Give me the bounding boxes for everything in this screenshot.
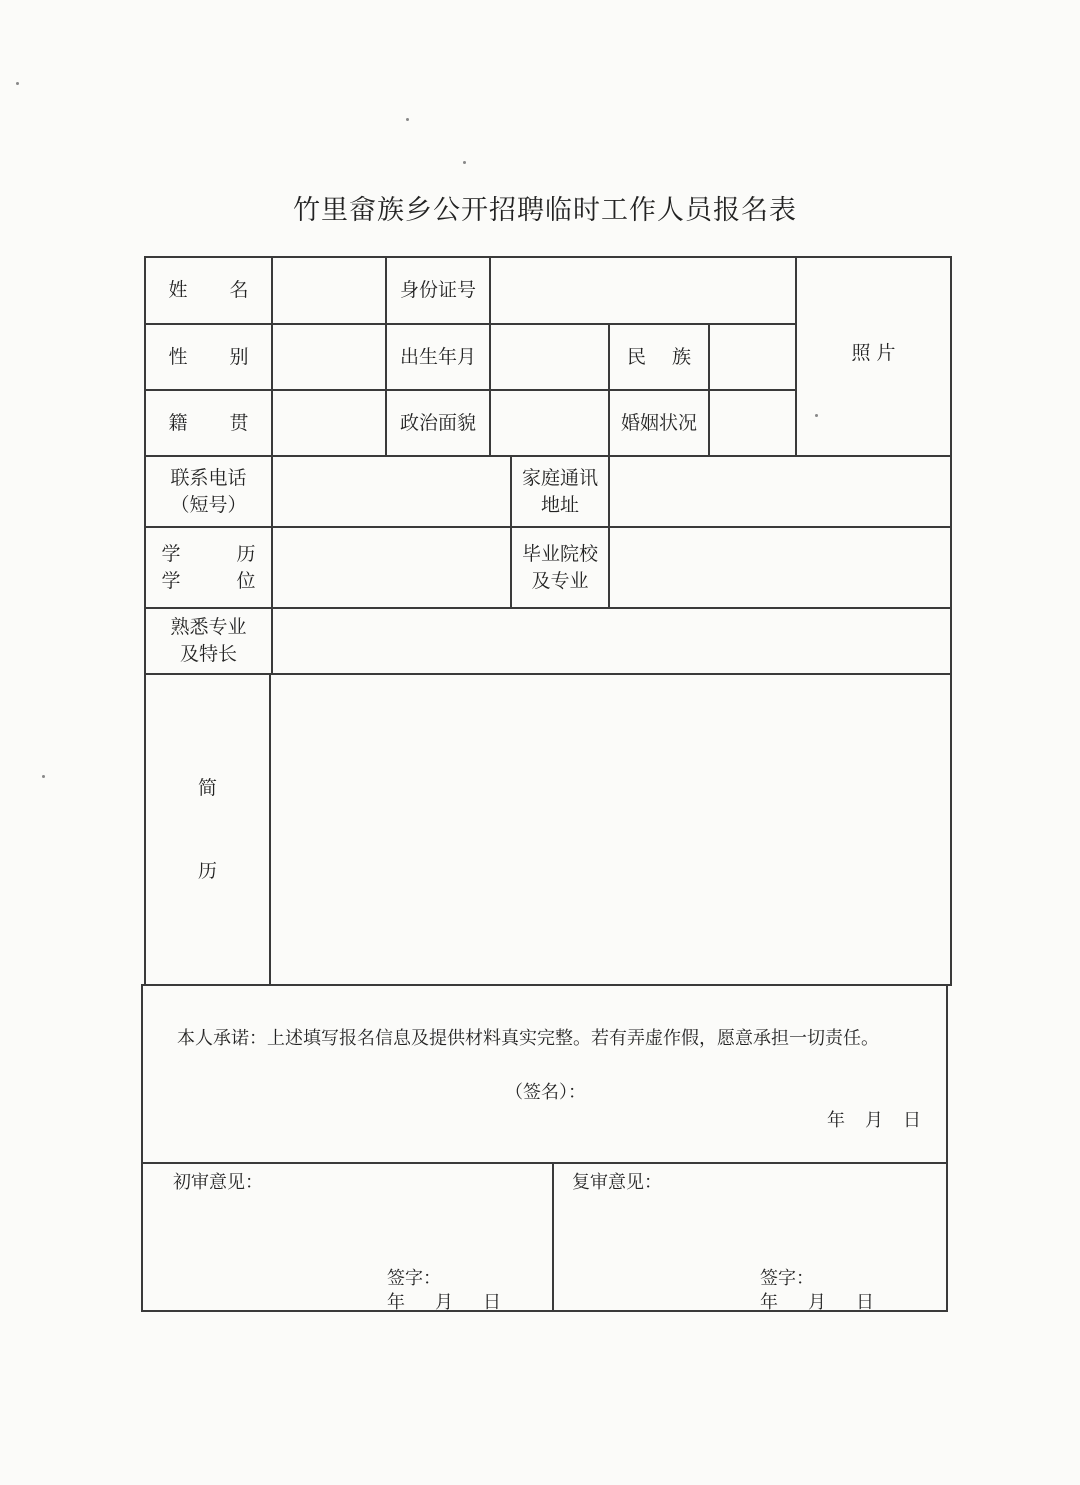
native-place-label-char: 籍 xyxy=(168,411,188,434)
initial-sign-label: 签字： xyxy=(387,1268,441,1289)
resume-label-char: 历 xyxy=(197,859,217,882)
year-label: 年 xyxy=(760,1292,778,1313)
political-label: 政治面貌 xyxy=(399,411,476,434)
address-field[interactable] xyxy=(610,457,950,526)
address-label-line: 家庭通讯 xyxy=(521,466,598,489)
resume-field[interactable] xyxy=(271,675,950,984)
scan-speck xyxy=(463,161,466,164)
phone-label-line: （短号） xyxy=(170,493,247,516)
native-place-field[interactable] xyxy=(273,391,385,455)
resume-label-char: 简 xyxy=(197,776,217,799)
birth-field[interactable] xyxy=(491,325,608,389)
scan-speck xyxy=(406,118,409,121)
signature-label: （签名）： xyxy=(505,1082,586,1103)
school-label-line: 及专业 xyxy=(531,569,589,592)
name-label xyxy=(146,258,271,323)
resume-label xyxy=(146,675,269,984)
school-label xyxy=(512,528,608,607)
final-review-section[interactable] xyxy=(554,1164,946,1313)
school-field[interactable] xyxy=(610,528,950,607)
name-label-char: 姓 xyxy=(168,279,188,301)
birth-label: 出生年月 xyxy=(399,345,476,368)
skills-field[interactable] xyxy=(273,609,950,673)
education-field[interactable] xyxy=(273,528,510,607)
phone-field[interactable] xyxy=(273,457,510,526)
commitment-statement: 本人承诺：上述填写报名信息及提供材料真实完整。若有弄虚作假，愿意承担一切责任。 xyxy=(177,1028,879,1049)
initial-date xyxy=(387,1288,501,1314)
gender-field[interactable] xyxy=(273,325,385,389)
degree-label-char: 位 xyxy=(236,569,256,592)
education-label-char: 历 xyxy=(236,542,256,565)
photo-label: 照 片 xyxy=(851,342,896,364)
address-label-line: 地址 xyxy=(540,493,579,516)
gender-label xyxy=(146,325,271,389)
phone-label xyxy=(146,457,271,526)
commitment-section xyxy=(143,986,948,1162)
year-label: 年 xyxy=(387,1292,405,1313)
scan-speck xyxy=(16,82,19,85)
final-sign-label: 签字： xyxy=(760,1268,814,1289)
skills-label xyxy=(146,609,271,673)
ethnicity-label-char: 民 xyxy=(627,345,647,368)
day-label: 日 xyxy=(903,1110,921,1131)
photo-box[interactable] xyxy=(797,258,950,455)
degree-label-char: 学 xyxy=(161,569,181,592)
ethnicity-field[interactable] xyxy=(710,325,795,389)
marital-label: 婚姻状况 xyxy=(620,411,697,434)
skills-label-line: 及特长 xyxy=(179,643,237,665)
month-label: 月 xyxy=(865,1110,883,1131)
id-number-label: 身份证号 xyxy=(399,279,476,301)
education-label-char: 学 xyxy=(161,542,181,565)
initial-review-label: 初审意见： xyxy=(173,1172,263,1193)
month-label: 月 xyxy=(808,1292,826,1313)
name-field[interactable] xyxy=(273,258,385,323)
form-title: 竹里畲族乡公开招聘临时工作人员报名表 xyxy=(293,195,797,226)
day-label: 日 xyxy=(856,1292,874,1313)
phone-label-line: 联系电话 xyxy=(170,466,247,489)
table-border-right-upper xyxy=(950,256,952,986)
final-review-label: 复审意见： xyxy=(572,1172,662,1193)
political-field[interactable] xyxy=(491,391,608,455)
native-place-label xyxy=(146,391,271,455)
commitment-date xyxy=(827,1106,921,1132)
year-label: 年 xyxy=(827,1110,845,1131)
marital-field[interactable] xyxy=(710,391,795,455)
ethnicity-label-char: 族 xyxy=(671,345,691,368)
day-label: 日 xyxy=(483,1292,501,1313)
month-label: 月 xyxy=(435,1292,453,1313)
id-number-field[interactable] xyxy=(491,258,795,323)
scan-speck xyxy=(815,414,818,417)
name-label-char: 名 xyxy=(229,279,249,301)
ethnicity-label xyxy=(610,325,708,389)
skills-label-line: 熟悉专业 xyxy=(170,616,247,638)
gender-label-char: 别 xyxy=(229,345,249,368)
school-label-line: 毕业院校 xyxy=(521,542,598,565)
gender-label-char: 性 xyxy=(168,345,188,368)
address-label xyxy=(512,457,608,526)
scan-speck xyxy=(42,775,45,778)
education-label xyxy=(146,528,271,607)
final-date xyxy=(760,1288,874,1314)
initial-review-section[interactable] xyxy=(143,1164,552,1313)
native-place-label-char: 贯 xyxy=(229,411,249,434)
